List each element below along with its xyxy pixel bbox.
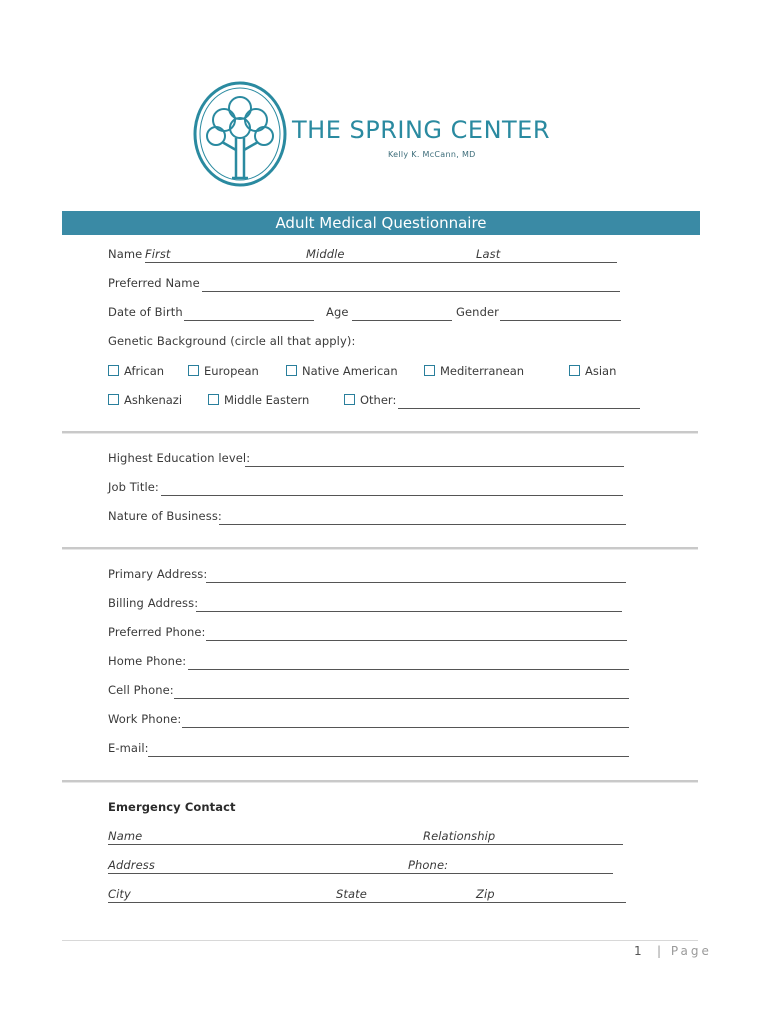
gender-field[interactable] [500, 320, 621, 321]
genetic-option-asian[interactable]: Asian [569, 364, 616, 378]
checkbox-icon [208, 394, 219, 405]
age-field[interactable] [352, 320, 452, 321]
genetic-option-native-american[interactable]: Native American [286, 364, 398, 378]
emergency-phone-label: Phone: [408, 858, 449, 872]
email-field[interactable] [148, 756, 629, 757]
logo-title: THE SPRING CENTER [292, 116, 551, 144]
genetic-option-african[interactable]: African [108, 364, 164, 378]
home-phone-label: Home Phone: [108, 654, 187, 668]
emergency-relationship-label: Relationship [423, 829, 496, 843]
billing-address-field[interactable] [196, 611, 622, 612]
dob-field[interactable] [184, 320, 314, 321]
page-label: | Page [657, 944, 712, 958]
checkbox-icon [108, 394, 119, 405]
billing-address-label: Billing Address: [108, 596, 199, 610]
form-title-bar [62, 211, 700, 235]
section-divider [62, 431, 698, 434]
checkbox-icon [188, 365, 199, 376]
genetic-option-middle-eastern[interactable]: Middle Eastern [208, 393, 309, 407]
name-field[interactable] [145, 262, 617, 263]
checkbox-icon [286, 365, 297, 376]
emergency-address-field[interactable] [108, 873, 613, 874]
emergency-name-label: Name [108, 829, 143, 843]
work-phone-field[interactable] [182, 727, 629, 728]
emergency-zip-label: Zip [476, 887, 495, 901]
last-label: Last [476, 247, 501, 261]
dob-label: Date of Birth [108, 305, 183, 319]
emergency-city-field[interactable] [108, 902, 626, 903]
genetic-option-mediterranean[interactable]: Mediterranean [424, 364, 524, 378]
logo-subtitle: Kelly K. McCann, MD [388, 150, 476, 159]
page-number: 1 [634, 944, 642, 958]
business-field[interactable] [219, 524, 626, 525]
preferred-name-field[interactable] [202, 291, 620, 292]
job-title-field[interactable] [161, 495, 623, 496]
work-phone-label: Work Phone: [108, 712, 182, 726]
section-divider [62, 780, 698, 783]
business-label: Nature of Business: [108, 509, 222, 523]
footer-divider [62, 940, 698, 941]
genetic-option-european[interactable]: European [188, 364, 259, 378]
cell-phone-field[interactable] [174, 698, 629, 699]
name-label: Name [108, 247, 143, 261]
other-genetic-field[interactable] [398, 408, 640, 409]
preferred-phone-field[interactable] [206, 640, 627, 641]
genetic-option-ashkenazi[interactable]: Ashkenazi [108, 393, 182, 407]
genetic-background-label: Genetic Background (circle all that apply): [108, 334, 356, 348]
gender-label: Gender [456, 305, 499, 319]
cell-phone-label: Cell Phone: [108, 683, 174, 697]
checkbox-icon [344, 394, 355, 405]
emergency-contact-heading: Emergency Contact [108, 800, 236, 814]
form-title: Adult Medical Questionnaire [275, 214, 487, 232]
genetic-option-other[interactable]: Other: [344, 393, 396, 407]
emergency-name-field[interactable] [108, 844, 623, 845]
emergency-state-label: State [336, 887, 367, 901]
email-label: E-mail: [108, 741, 149, 755]
primary-address-field[interactable] [206, 582, 626, 583]
tree-logo-icon [192, 80, 288, 188]
education-label: Highest Education level: [108, 451, 251, 465]
job-title-label: Job Title: [108, 480, 159, 494]
middle-label: Middle [306, 247, 345, 261]
age-label: Age [326, 305, 349, 319]
primary-address-label: Primary Address: [108, 567, 208, 581]
emergency-city-label: City [108, 887, 131, 901]
preferred-name-label: Preferred Name [108, 276, 200, 290]
checkbox-icon [424, 365, 435, 376]
preferred-phone-label: Preferred Phone: [108, 625, 206, 639]
checkbox-icon [108, 365, 119, 376]
home-phone-field[interactable] [188, 669, 629, 670]
checkbox-icon [569, 365, 580, 376]
education-field[interactable] [245, 466, 624, 467]
first-label: First [145, 247, 171, 261]
section-divider [62, 547, 698, 550]
emergency-address-label: Address [108, 858, 155, 872]
